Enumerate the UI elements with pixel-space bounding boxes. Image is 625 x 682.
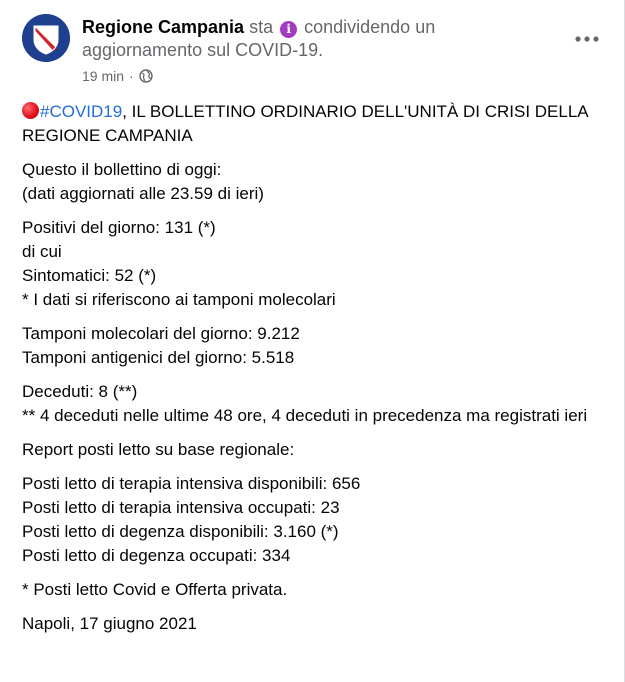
positives-line: Positivi del giorno: 131 (*) (22, 218, 216, 237)
icu-occupied-line: Posti letto di terapia intensiva occupati: 23 (22, 498, 340, 517)
deaths-note: ** 4 deceduti nelle ultime 48 ore, 4 deceduti in precedenza ma registrati ieri (22, 406, 588, 425)
more-options-button[interactable] (569, 25, 605, 53)
page-name-link[interactable]: Regione Campania (82, 17, 245, 37)
ward-available-line: Posti letto di degenza disponibili: 3.160 (*) (22, 522, 339, 541)
page-avatar[interactable] (22, 14, 70, 62)
more-options-icon (574, 35, 600, 43)
post-timestamp[interactable]: 19 min (82, 68, 125, 84)
ward-occupied-line: Posti letto di degenza occupati: 334 (22, 546, 291, 565)
molecular-tests-line: Tamponi molecolari del giorno: 9.212 (22, 324, 300, 343)
globe-icon[interactable] (139, 69, 153, 83)
headline-text: , IL BOLLETTINO ORDINARIO DELL'UNITÀ DI CRISI DELLA REGIONE CAMPANIA (22, 102, 588, 145)
intro-line-1: Questo il bollettino di oggi: (22, 160, 222, 179)
deaths-paragraph (22, 380, 612, 428)
icu-available-line: Posti letto di terapia intensiva disponibili: 656 (22, 474, 361, 493)
post-body (22, 100, 612, 646)
molecular-note: * I dati si riferiscono ai tamponi molecolari (22, 290, 336, 309)
antigen-tests-line: Tamponi antigenici del giorno: 5.518 (22, 348, 295, 367)
symptomatic-line: Sintomatici: 52 (*) (22, 266, 157, 285)
hashtag-covid19[interactable]: #COVID19 (40, 102, 123, 121)
post-meta (82, 67, 153, 85)
headline (22, 100, 612, 148)
campania-coat-of-arms-icon (22, 14, 70, 62)
post-header (82, 16, 522, 62)
positives-paragraph (22, 216, 612, 312)
red-circle-icon (22, 102, 39, 119)
report-title: Report posti letto su base regionale: (22, 440, 295, 459)
tests-paragraph (22, 322, 612, 370)
intro-line-2: (dati aggiornati alle 23.59 di ieri) (22, 184, 264, 203)
activity-prefix: sta (249, 17, 274, 37)
signature: Napoli, 17 giugno 2021 (22, 614, 197, 633)
beds-note: * Posti letto Covid e Offerta privata. (22, 580, 288, 599)
activity-text: condividendo un aggiornamento sul COVID-19. (82, 17, 436, 60)
meta-separator: · (129, 68, 134, 84)
of-which-line: di cui (22, 242, 62, 261)
intro-paragraph (22, 158, 612, 206)
info-icon: i (280, 21, 297, 38)
beds-paragraph (22, 472, 612, 568)
deaths-line: Deceduti: 8 (**) (22, 382, 138, 401)
